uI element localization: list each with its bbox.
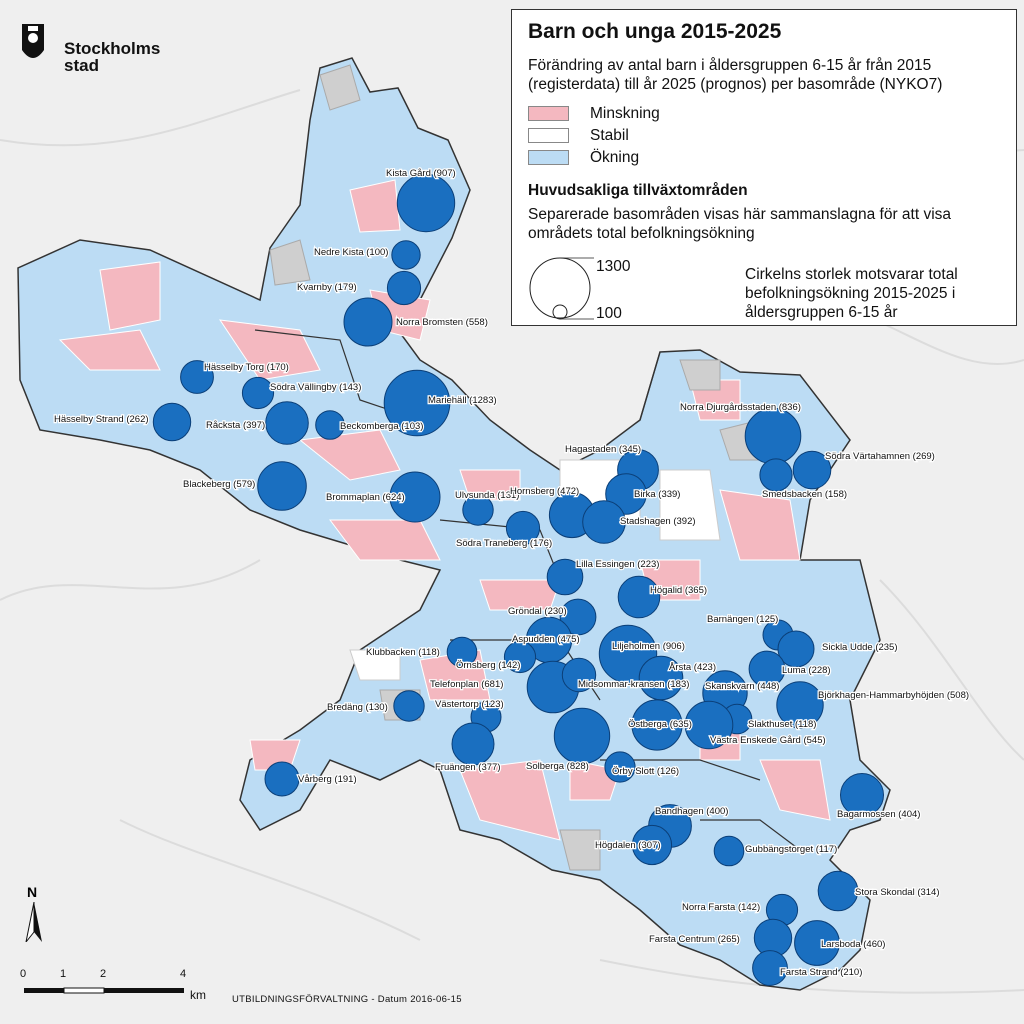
decrease-swatch xyxy=(528,106,569,121)
area-circle-sodra-vallingby xyxy=(242,377,273,408)
area-label-birka: Birka (339) xyxy=(634,489,681,500)
area-label-klubbacken: Klubbacken (118) xyxy=(366,647,440,658)
area-label-bredang: Bredäng (130) xyxy=(327,702,388,713)
north-arrow-icon xyxy=(22,902,46,942)
area-circle-norra-bromsten xyxy=(344,298,392,346)
area-label-ornsberg: Örnsberg (142) xyxy=(456,660,521,671)
area-circle-smedsbacken xyxy=(760,459,792,491)
area-label-ulvsunda: Ulvsunda (131) xyxy=(455,490,520,501)
logo-line-1: Stockholms xyxy=(64,39,161,58)
area-label-nedre-kista: Nedre Kista (100) xyxy=(314,247,389,258)
area-circle-norra-djurgardsstaden xyxy=(745,408,801,464)
scale-bar xyxy=(20,968,220,1008)
scale-tick-0: 0 xyxy=(20,968,27,980)
crest-icon xyxy=(20,20,46,68)
area-label-hasselby-strand: Hässelby Strand (262) xyxy=(54,414,149,425)
area-label-varberg: Vårberg (191) xyxy=(298,774,357,785)
area-label-midsommar-kransen: Midsommar-kransen (183) xyxy=(578,679,690,690)
credit-text: UTBILDNINGSFÖRVALTNING - Datum 2016-06-15 xyxy=(232,994,462,1005)
area-label-brommaplan: Brommaplan (624) xyxy=(326,492,405,503)
area-label-racksta: Råcksta (397) xyxy=(206,420,266,431)
area-label-liljeholmen: Liljeholmen (906) xyxy=(612,641,685,652)
area-label-smedsbacken: Smedsbacken (158) xyxy=(762,489,848,500)
area-label-barnangen: Barnängen (125) xyxy=(707,614,779,625)
increase-swatch xyxy=(528,150,569,165)
scale-tick-2: 2 xyxy=(100,968,107,980)
area-label-skanskvarn: Skanskvarn (448) xyxy=(705,681,780,692)
area-label-blackeberg: Blackeberg (579) xyxy=(183,479,256,490)
area-label-hogdalen: Högdalen (307) xyxy=(595,840,661,851)
circle-size-small xyxy=(553,305,567,319)
area-circle-stadshagen xyxy=(583,501,626,544)
legend-label: Stabil xyxy=(590,127,629,144)
area-label-grondal: Gröndal (230) xyxy=(508,606,567,617)
area-label-hogalid: Högalid (365) xyxy=(650,585,708,596)
area-label-norra-djurgardsstaden: Norra Djurgårdsstaden (836) xyxy=(680,402,801,413)
area-label-fruangen: Fruängen (377) xyxy=(435,762,501,773)
area-label-norra-bromsten: Norra Bromsten (558) xyxy=(396,317,488,328)
scale-bar-graphic xyxy=(24,986,192,996)
circle-size-small-label: 100 xyxy=(596,305,622,322)
stockholm-logo xyxy=(20,20,180,75)
circle-size-legend xyxy=(526,254,596,324)
area-label-norra-farsta: Norra Farsta (142) xyxy=(682,902,761,913)
north-label: N xyxy=(27,884,38,900)
legend-label: Minskning xyxy=(590,105,660,122)
area-label-hagastaden: Hagastaden (345) xyxy=(565,444,642,455)
scale-tick-4: 4 xyxy=(180,968,187,980)
area-label-arsta: Årsta (423) xyxy=(669,662,716,673)
area-label-farsta-strand: Farsta Strand (210) xyxy=(780,967,863,978)
area-circle-gubbangstorget xyxy=(714,836,744,866)
area-label-sickla-udde: Sickla Udde (235) xyxy=(822,642,898,653)
area-label-gubbangstorget: Gubbängstorget (117) xyxy=(745,844,838,855)
area-label-bagarmossen: Bagarmossen (404) xyxy=(837,809,921,820)
area-label-aspudden: Aspudden (475) xyxy=(512,634,580,645)
area-circle-hasselby-strand xyxy=(153,403,190,440)
area-label-hasselby-torg: Hässelby Torg (170) xyxy=(204,362,289,373)
area-label-kvarnby: Kvarnby (179) xyxy=(297,282,357,293)
area-label-vastra-enskede-gard: Västra Enskede Gård (545) xyxy=(710,735,826,746)
legend-panel xyxy=(511,9,1017,326)
logo-line-2: stad xyxy=(64,56,99,75)
area-label-slakthuset: Slakthuset (118) xyxy=(748,719,817,730)
area-label-telefonplan: Telefonplan (681) xyxy=(430,679,504,690)
area-label-orby-slott: Örby Slott (126) xyxy=(612,766,680,777)
area-label-stora-skondal: Stora Skondal (314) xyxy=(855,887,940,898)
area-label-bandhagen: Bandhagen (400) xyxy=(655,806,729,817)
scale-unit: km xyxy=(190,988,206,1002)
area-label-farsta-centrum: Farsta Centrum (265) xyxy=(649,934,740,945)
area-label-sodra-vallingby: Södra Vällingby (143) xyxy=(270,382,362,393)
area-circle-blackeberg xyxy=(258,462,307,511)
north-arrow xyxy=(22,884,46,944)
map-title: Barn och unga 2015-2025 xyxy=(528,20,782,43)
growth-title: Huvudsakliga tillväxtområden xyxy=(528,182,748,199)
area-circle-solberga xyxy=(554,708,609,763)
area-label-solberga: Solberga (828) xyxy=(526,761,589,772)
legend-label: Ökning xyxy=(590,149,640,166)
area-label-luma: Luma (228) xyxy=(782,665,831,676)
area-circle-racksta xyxy=(266,402,309,445)
area-label-stadshagen: Stadshagen (392) xyxy=(620,516,696,527)
area-circle-stora-skondal xyxy=(818,871,858,911)
area-circle-kista-gard xyxy=(397,174,454,231)
stable-swatch xyxy=(528,128,569,143)
scale-tick-1: 1 xyxy=(60,968,67,980)
area-label-kista-gard: Kista Gård (907) xyxy=(386,168,456,179)
area-label-sodra-traneberg: Södra Traneberg (176) xyxy=(456,538,553,549)
area-circle-hogalid xyxy=(618,576,660,618)
area-label-larsboda: Larsboda (460) xyxy=(821,939,886,950)
area-circle-nedre-kista xyxy=(392,241,420,269)
area-label-bjorkhagen-hammarbyhojden: Björkhagen-Hammarbyhöjden (508) xyxy=(818,690,970,701)
area-label-hornsberg: Hornsberg (472) xyxy=(510,486,580,497)
area-label-beckomberga: Beckomberga (103) xyxy=(340,421,424,432)
area-circle-bredang xyxy=(394,691,424,721)
area-circle-varberg xyxy=(265,762,299,796)
area-circle-fruangen xyxy=(452,723,494,765)
circle-size-large-label: 1300 xyxy=(596,258,631,275)
area-label-ostberga: Östberga (635) xyxy=(628,719,692,730)
area-label-vastertorp: Västertorp (123) xyxy=(435,699,504,710)
map-subtitle: Förändring av antal barn i åldersgruppen 6-15 år från 2015 (registerdata) till år 2025 (prognos) per basområde (NYKO7) xyxy=(528,57,943,93)
circle-size-note: Cirkelns storlek motsvarar total befolkningsökning 2015-2025 i åldersgruppen 6-15 år xyxy=(745,266,958,321)
area-circle-kvarnby xyxy=(387,271,420,304)
area-label-sodra-vartahamnen: Södra Värtahamnen (269) xyxy=(825,451,935,462)
growth-description: Separerade basområden visas här sammanslagna för att visa områdets total befolkningsökning xyxy=(528,206,952,242)
area-label-lilla-essingen: Lilla Essingen (223) xyxy=(576,559,660,570)
area-label-mariehall: Mariehäll (1283) xyxy=(428,395,497,406)
circle-size-large xyxy=(530,258,590,318)
